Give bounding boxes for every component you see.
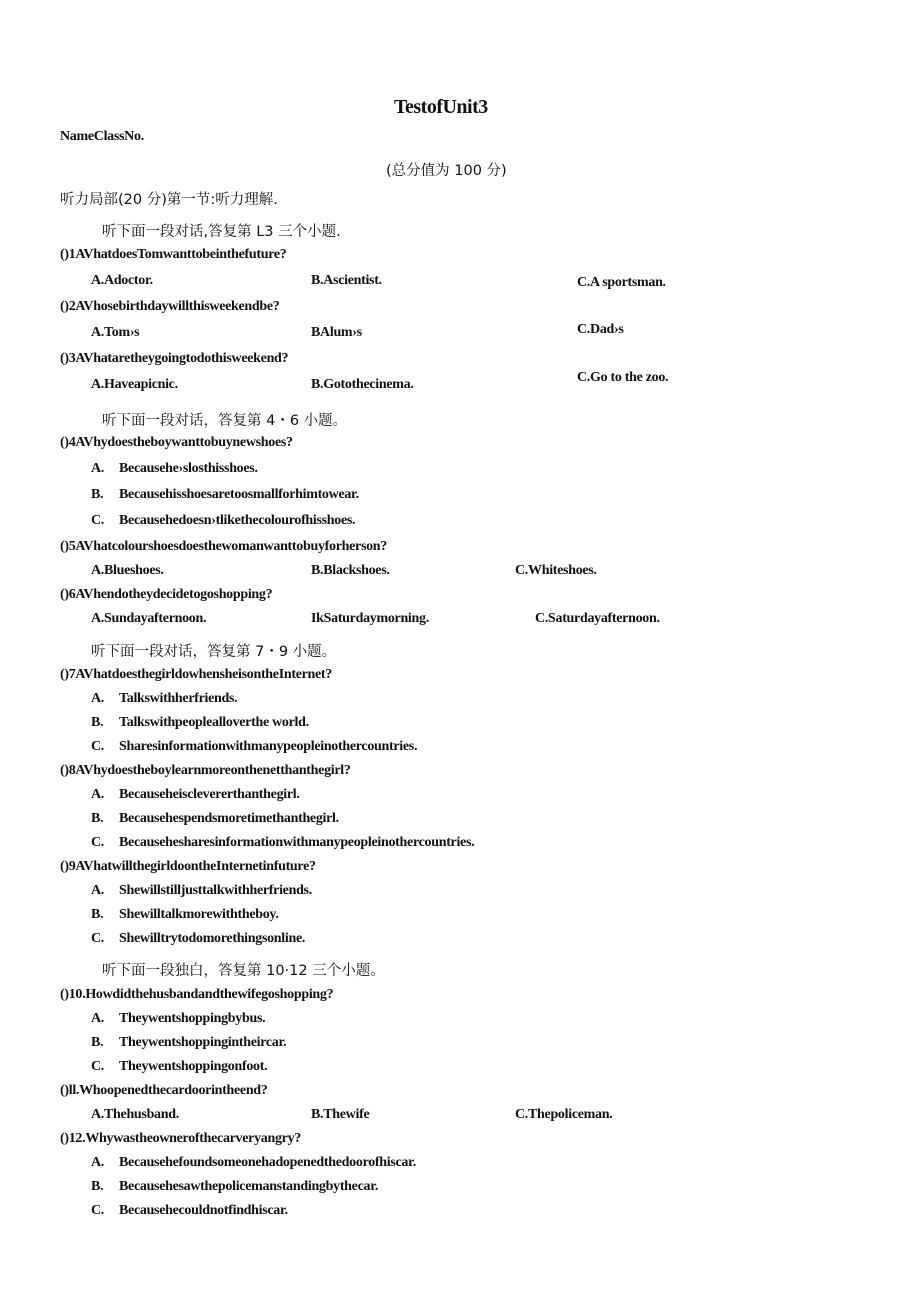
option-a: A.Adoctor. [91, 273, 153, 288]
option-b: B. Becausehisshoesaretoosmallforhimtowear. [91, 487, 359, 502]
option-b: B.Gotothecinema. [311, 377, 414, 392]
question-text: ()12.Whywastheownerofthecarveryangry? [60, 1131, 301, 1146]
question-text: ()5AVhatcolourshoesdoesthewomanwanttobuyforherson? [60, 539, 387, 554]
option-b: B. Talkswithpeoplealloverthe world. [91, 715, 309, 730]
option-b: IkSaturdaymorning. [311, 611, 429, 626]
option-b: B. Becausehesawthepolicemanstandingbythecar. [91, 1179, 379, 1194]
option-c: C. Becausehedoesn›tlikethecolourofhisshoes. [91, 513, 356, 528]
question-text: ()6AVhendotheydecidetogoshopping? [60, 587, 273, 602]
section-instruction: 听下面一段对话，答复第 4・6 小题。 [102, 413, 348, 429]
option-a: A.Haveapicnic. [91, 377, 178, 392]
question-text: ()7AVhatdoesthegirldowhensheisontheInternet? [60, 667, 332, 682]
name-class-line: NameClassNo. [60, 129, 144, 144]
option-c: C.Dad›s [577, 322, 624, 337]
question-text: ()10.Howdidthehusbandandthewifegoshopping? [60, 987, 334, 1002]
question-text: ()3AVhataretheygoingtodothisweekend? [60, 351, 289, 366]
option-a: A. Becausehefoundsomeonehadopenedthedoorofhiscar. [91, 1155, 416, 1170]
option-a: A. Talkswithherfriends. [91, 691, 238, 706]
option-c: C. Sharesinformationwithmanypeopleinothercountries. [91, 739, 418, 754]
option-b: B. Shewilltalkmorewiththeboy. [91, 907, 279, 922]
page-title: TestofUnit3 [394, 96, 488, 118]
section-heading: 听力局部(20 分)第一节:听力理解. [60, 192, 278, 208]
option-a: A.Blueshoes. [91, 563, 164, 578]
option-c: C. Shewilltrytodomorethingsonline. [91, 931, 306, 946]
option-c: C. Theywentshoppingonfoot. [91, 1059, 268, 1074]
option-a: A. Becauseheisclevererthanthegirl. [91, 787, 300, 802]
score-note: (总分值为 100 分) [386, 163, 507, 179]
section-instruction: 听下面一段对话,答复第 L3 三个小题. [102, 224, 341, 240]
option-c: C.Whiteshoes. [515, 563, 597, 578]
question-text: ()9AVhatwillthegirldoontheInternetinfuture? [60, 859, 316, 874]
option-a: A.Sundayafternoon. [91, 611, 207, 626]
question-text: ()8AVhydoestheboylearnmoreonthenetthanthegirl? [60, 763, 351, 778]
option-c: C. Becausehecouldnotfindhiscar. [91, 1203, 288, 1218]
question-text: ()ll.Whoopenedthecardoorintheend? [60, 1083, 268, 1098]
option-c: C.A sportsman. [577, 275, 666, 290]
section-instruction: 听下面一段独白，答复第 10·12 三个小题。 [102, 963, 385, 979]
option-a: A. Shewillstilljusttalkwithherfriends. [91, 883, 312, 898]
option-c: C.Thepoliceman. [515, 1107, 613, 1122]
option-a: A. Theywentshoppingbybus. [91, 1011, 266, 1026]
option-b: B.Blackshoes. [311, 563, 390, 578]
option-b: B. Becausehespendsmoretimethanthegirl. [91, 811, 339, 826]
question-text: ()2AVhosebirthdaywillthisweekendbe? [60, 299, 280, 314]
option-a: A.Thehusband. [91, 1107, 179, 1122]
option-b: B. Theywentshoppingintheircar. [91, 1035, 287, 1050]
option-a: A. Becausehe›slosthisshoes. [91, 461, 258, 476]
option-c: C.Go to the zoo. [577, 370, 669, 385]
question-text: ()1AVhatdoesTomwanttobeinthefuture? [60, 247, 287, 262]
option-b: B.Ascientist. [311, 273, 382, 288]
option-b: B.Thewife [311, 1107, 370, 1122]
option-b: BAlum›s [311, 325, 362, 340]
option-c: C.Saturdayafternoon. [535, 611, 660, 626]
question-text: ()4AVhydoestheboywanttobuynewshoes? [60, 435, 293, 450]
option-c: C. Becausehesharesinformationwithmanypeopleinothercountries. [91, 835, 475, 850]
section-instruction: 听下面一段对话，答复第 7・9 小题。 [91, 644, 337, 660]
option-a: A.Tom›s [91, 325, 140, 340]
